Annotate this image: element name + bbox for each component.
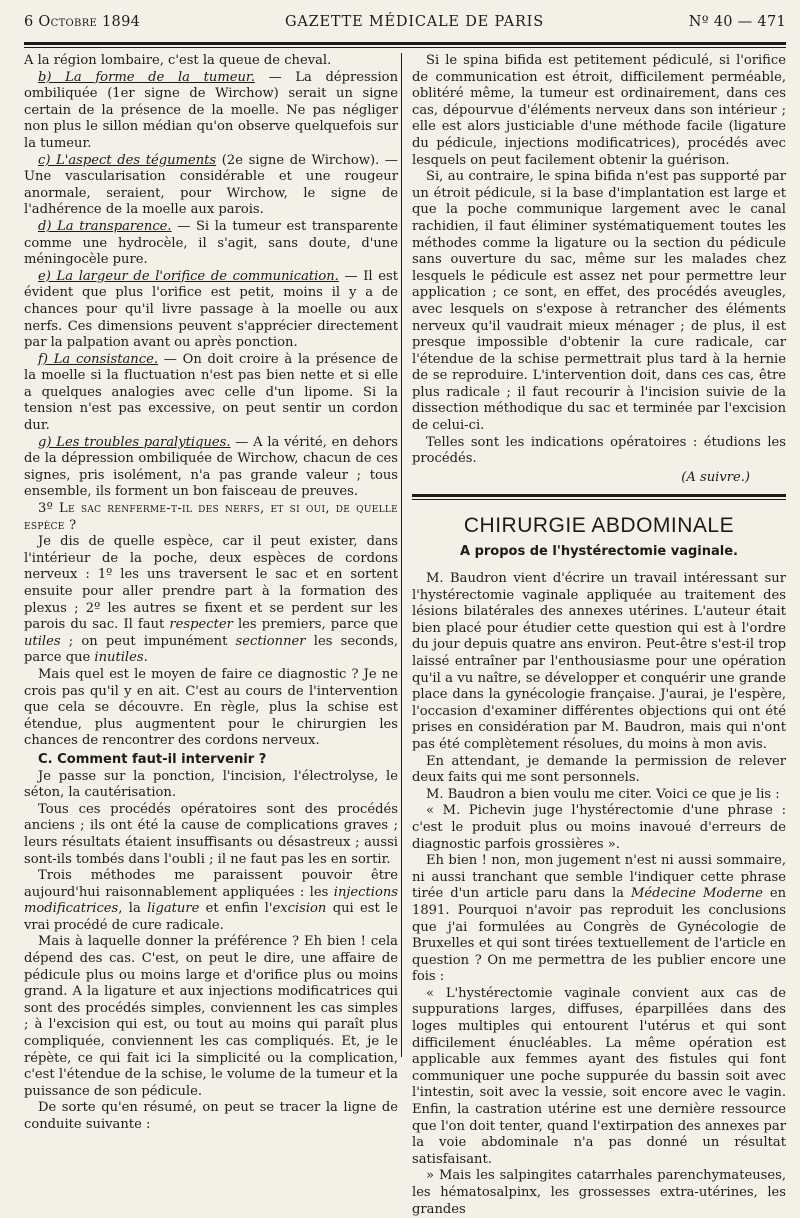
item-label: b) La forme de la tumeur. [38, 69, 255, 85]
paragraph: Telles sont les indications opératoires : étudions les procédés. [412, 434, 786, 467]
issue-page-number: Nº 40 — 471 [688, 14, 786, 30]
paragraph: Eh bien ! non, mon jugement n'est ni aussi sommaire, ni aussi tranchant que semble l'indiquer cette phrase tirée d'un article paru dans la Médecine Moderne en 1891. Pourquoi n'avoir pas reproduit les conclusions que j'ai formulées au Congrès de Gynécologie de Bruxelles et qui sont tirées textuellement de l'article en question ? On me permettra de les publier encore une fois : [412, 853, 786, 985]
left-column [24, 53, 399, 1132]
paragraph: g) Les troubles paralytiques. — A la vérité, en dehors de la dépression ombiliquée de Wirchow, chacun de ces signes, pris isolément, n'a pas grande valeur ; tous ensemble, ils forment un bon faisceau de preuves. [24, 434, 399, 500]
paragraph: De sorte qu'en résumé, on peut se tracer la ligne de conduite suivante : [24, 1100, 398, 1132]
paragraph: M. Baudron vient d'écrire un travail intéressant sur l'hystérectomie vaginale appliquée au traitement des lésions bilatérales des annexes utérines. L'auteur était bien placé pour étudier cette question qui est à l'ordre du jour depuis quatre ans environ. Peut-être s'est-il trop laissé entraîner par l'enthousiasme pour une opération qu'il a vu naître, se développer et conquérir une grande place dans la gynécologie française. J'aurai, je l'espère, l'occasion d'examiner différentes objections qui ont été prises en considération par M. Baudron, mais qui n'ont pas été complètement résolues, du moins à mon avis. [412, 571, 786, 752]
header-rule [24, 42, 786, 48]
paragraph: Mais quel est le moyen de faire ce diagnostic ? Je ne crois pas qu'il y en ait. C'est au cours de l'intervention que cela se découvre. En règle, plus la schise est étendue, plus augmentent pour le chirurgien les chances de rencontrer des cordons nerveux. [24, 666, 398, 749]
paragraph: » Mais les salpingites catarrhales parenchymateuses, les hématosalpinx, les grossesses extra-utérines, les grandes [412, 1168, 786, 1217]
paragraph: b) La forme de la tumeur. — La dépression ombiliquée (1er signe de Wirchow) serait un signe certain de la présence de la moelle. Ne pas négliger non plus le sillon médian qu'on observe quelquefois sur la tumeur. [24, 69, 399, 151]
item-label: d) La transparence. [38, 218, 172, 234]
paragraph: Je dis de quelle espèce, car il peut exister, dans l'intérieur de la poche, deux espèces de cordons nerveux : 1º les uns traversent le sac et en sortent ensuite pour aller prendre part à la formation des plexus ; 2º les autres se fixent et se perdent sur les parois du sac. Il faut respecter les premiers, parce que utiles ; on peut impunément sectionner les seconds, parce que inutiles. [24, 534, 399, 666]
paragraph: « L'hystérectomie vaginale convient aux cas de suppurations larges, diffuses, éparpillées dans des loges multiples qui entourent l'utérus et qui sont difficilement énucléables. La même opération est applicable aux femmes ayant des fistules qui font communiquer une poche suppurée du bassin soit avec l'intestin, soit avec la vessie, soit encore avec le vagin. Enfin, la castration utérine est une dernière ressource que l'on doit tenter, quand l'extirpation des annexes par la voie abdominale n'a pas donné un résultat satisfaisant. [412, 985, 786, 1167]
paragraph: Si, au contraire, le spina bifida n'est pas supporté par un étroit pédicule, si la base d'implantation est large et que la poche communique largement avec le canal rachidien, il faut éliminer systématiquement toutes les méthodes comme la ligature ou la section du pédicule sans ouverture du sac, même sur les malades chez lesquels le pédicule est assez net pour permettre leur application ; ce sont, en effet, des procédés aveugles, avec lesquels on s'expose à retrancher des éléments nerveux qu'il vaudrait mieux ménager ; de plus, il est presque impossible d'obtenir la cure radicale, car l'étendue de la schise permettrait plus tard à la hernie de se reproduire. L'intervention doit, dans ces cas, être plus radicale ; il faut recourir à l'incision suivie de la dissection méthodique du sac et terminée par l'excision de celui-ci. [412, 169, 786, 434]
paragraph: f) La consistance. — On doit croire à la présence de la moelle si la fluctuation n'est pas bien nette et si elle a quelques analogies avec celle d'un lipome. Si la tension n'est pas excessive, on peut sentir un cordon dur. [24, 351, 398, 434]
paragraph: Tous ces procédés opératoires sont des procédés anciens ; ils ont été la cause de complications graves ; leurs résultats étaient insuffisants ou désastreux ; aussi sont-ils tombés dans l'oubli ; il ne faut pas les en sortir. [24, 801, 398, 867]
to-be-continued: (A suivre.) [681, 469, 750, 485]
item-label: e) La largeur de l'orifice de communication. [38, 268, 339, 284]
paragraph: « M. Pichevin juge l'hystérectomie d'une phrase : c'est le produit plus ou moins inavoué d'erreurs de diagnostic parfois grossières ». [412, 803, 786, 852]
paragraph: Mais à laquelle donner la préférence ? Eh bien ! cela dépend des cas. C'est, on peut le dire, une affaire de pédicule plus ou moins large et d'orifice plus ou moins grand. A la ligature et aux injections modificatrices qui sont des procédés simples, conviennent les cas simples ; à l'excision qui est, ou tout au moins qui paraît plus compliquée, conviennent les cas compliqués. Et, je le répète, ce qui fait ici la simplicité ou la complication, c'est l'étendue de la schise, le volume de la tumeur et la puissance de son pédicule. [24, 934, 398, 1099]
paragraph: A la région lombaire, c'est la queue de cheval. [24, 53, 332, 68]
paragraph: Trois méthodes me paraissent pouvoir être aujourd'hui raisonnablement appliquées : les injections modificatrices, la ligature et enfin l'excision qui est le vrai procédé de cure radicale. [24, 868, 399, 933]
text-columns [24, 53, 786, 1217]
subsection-heading: 3º Le sac renferme-t-il des nerfs, et si oui, de quelle espèce ? [24, 501, 398, 533]
item-label: g) Les troubles paralytiques. [38, 434, 231, 450]
paragraph: c) L'aspect des téguments (2e signe de Wirchow). — Une vascularisation considérable et une rougeur anormale, seraient, pour Wirchow, le signe de l'adhérence de la moelle aux parois. [24, 152, 399, 218]
paragraph: d) La transparence. — Si la tumeur est transparente comme une hydrocèle, il s'agit, sans doute, d'une méningocèle pure. [24, 218, 399, 268]
paragraph: En attendant, je demande la permission de relever deux faits qui me sont personnels. [412, 753, 786, 786]
journal-title: GAZETTE MÉDICALE DE PARIS [284, 14, 544, 30]
paragraph: Je passe sur la ponction, l'incision, l'électrolyse, le séton, la cautérisation. [24, 768, 398, 801]
item-label: c) L'aspect des téguments [38, 152, 217, 168]
issue-date: 6 Octobre 1894 [24, 14, 141, 30]
article-title: A propos de l'hystérectomie vaginale. [460, 544, 738, 560]
running-head [24, 14, 786, 34]
paragraph: e) La largeur de l'orifice de communication. — Il est évident que plus l'orifice est petit, moins il y a de chances pour qu'il livre passage à la moelle ou aux nerfs. Ces dimensions peuvent s'apprécier directement par la palpation avant ou après ponction. [24, 268, 398, 351]
section-rule [412, 494, 786, 500]
item-label: f) La consistance. [38, 351, 158, 367]
section-heading: C. Comment faut-il intervenir ? [38, 751, 267, 767]
right-column [402, 53, 786, 1217]
paragraph: Si le spina bifida est petitement pédiculé, si l'orifice de communication est étroit, difficilement perméable, oblitéré même, la tumeur est ordinairement, dans ces cas, dépourvue d'éléments nerveux dans son intérieur ; elle est alors justiciable d'une méthode facile (ligature du pédicule, injections modificatrices), procédés avec lesquels on peut facilement obtenir la guérison. [412, 53, 786, 168]
paragraph: M. Baudron a bien voulu me citer. Voici ce que je lis : [426, 786, 780, 802]
section-title: CHIRURGIE ABDOMINALE [463, 514, 735, 538]
